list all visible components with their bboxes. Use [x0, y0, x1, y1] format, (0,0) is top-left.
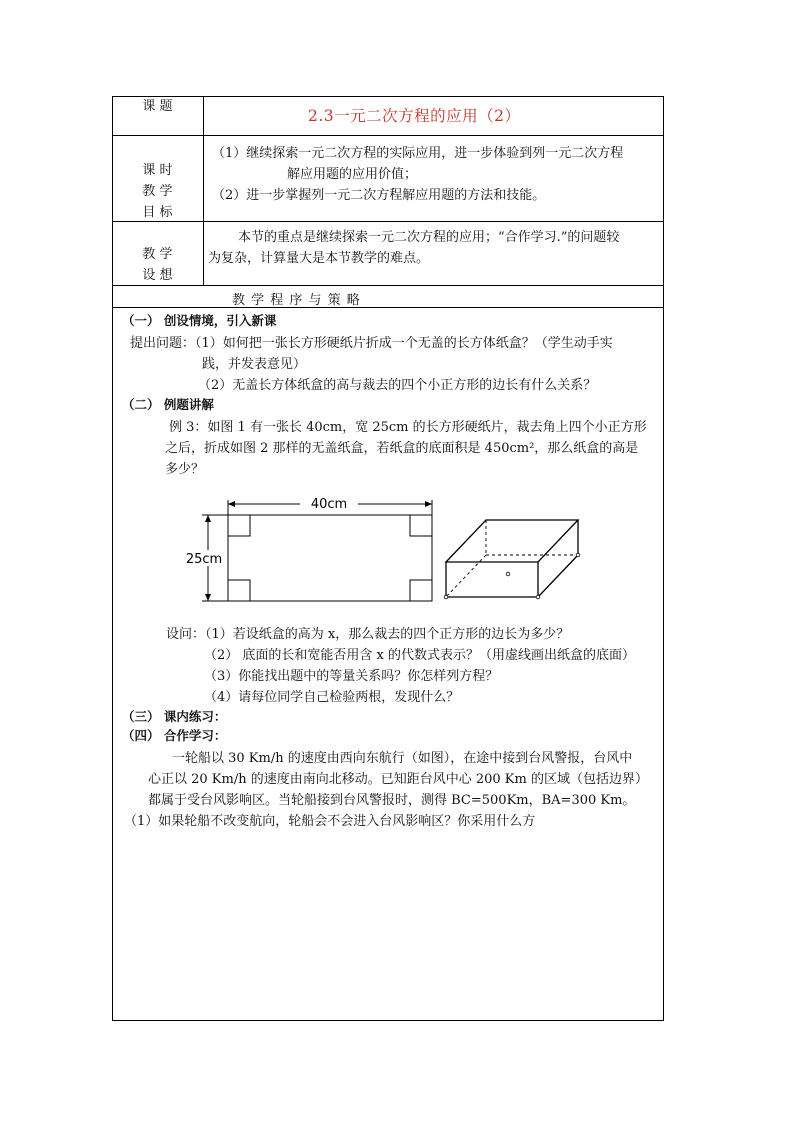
coop-line-1: 一轮船以 30 Km/h 的速度由西向东航行（如图），在途中接到台风警报，台风中 — [172, 751, 633, 766]
section-1-title: （一） 创设情境，引入新课 — [122, 313, 277, 328]
goal-line-2: （2）进一步掌握列一元二次方程解应用题的方法和技能。 — [212, 188, 546, 203]
example-line-3: 多少？ — [165, 462, 205, 477]
example-line-1: 例 3：如图 1 有一张长 40cm，宽 25cm 的长方形硬纸片，裁去角上四个小正方形 — [169, 420, 647, 435]
dim-length-label: 40cm — [310, 497, 348, 512]
section-2-title: （二） 例题讲解 — [122, 397, 214, 412]
coop-line-2: 心正以 20 Km/h 的速度由南向北移动。已知距台风中心 200 Km 的区域（包括边界） — [148, 772, 648, 787]
design-line-2: 为复杂，计算量大是本节教学的难点。 — [208, 251, 430, 266]
goal-line-1b: 解应用题的应用价值； — [287, 167, 418, 182]
coop-question-1: （1）如果轮船不改变航向，轮船会不会进入台风影响区？你采用什么方 — [124, 814, 536, 829]
section-4-title: （四） 合作学习： — [122, 728, 227, 743]
s1-question-1a: 提出问题：（1）如何把一张长方形硬纸片折成一个无盖的长方体纸盒？（学生动手实 — [130, 336, 613, 351]
program-heading: 教 学 程 序 与 策 略 — [232, 293, 361, 308]
example-line-2: 之后，折成如图 2 那样的无盖纸盒，若纸盒的底面积是 450cm²，那么纸盒的高是 — [165, 441, 639, 456]
page-title: 2.3一元二次方程的应用（2） — [308, 107, 521, 125]
section-3-title: （三） 课内练习： — [122, 709, 227, 724]
dim-width-label: 25cm — [185, 552, 223, 567]
ask-line-4: （4）请每位同学自己检验两根，发现什么？ — [204, 690, 460, 705]
label-ke-ti: 课 题 — [142, 99, 173, 114]
figure-cardboard — [180, 490, 440, 610]
ask-line-2: （2） 底面的长和宽能否用含 x 的代数式表示？（用虚线画出纸盒的底面） — [204, 648, 635, 663]
ask-line-3: （3）你能找出题中的等量关系吗？你怎样列方程？ — [204, 669, 499, 684]
figure-open-box — [438, 512, 588, 607]
goal-line-1: （1）继续探索一元二次方程的实际应用，进一步体验到列一元二次方程 — [212, 146, 624, 161]
design-line-1: 本节的重点是继续探索一元二次方程的应用；“合作学习.”的问题较 — [238, 230, 620, 245]
s1-question-1b: 践，并发表意见） — [202, 357, 307, 372]
coop-line-3: 都属于受台风影响区。当轮船接到台风警报时，测得 BC=500Km，BA=300 Km。 — [148, 793, 636, 808]
ask-line-1: 设问：（1）若设纸盒的高为 x，那么裁去的四个正方形的边长为多少？ — [166, 627, 570, 642]
s1-question-2: （2）无盖长方体纸盒的高与裁去的四个小正方形的边长有什么关系？ — [198, 378, 597, 393]
